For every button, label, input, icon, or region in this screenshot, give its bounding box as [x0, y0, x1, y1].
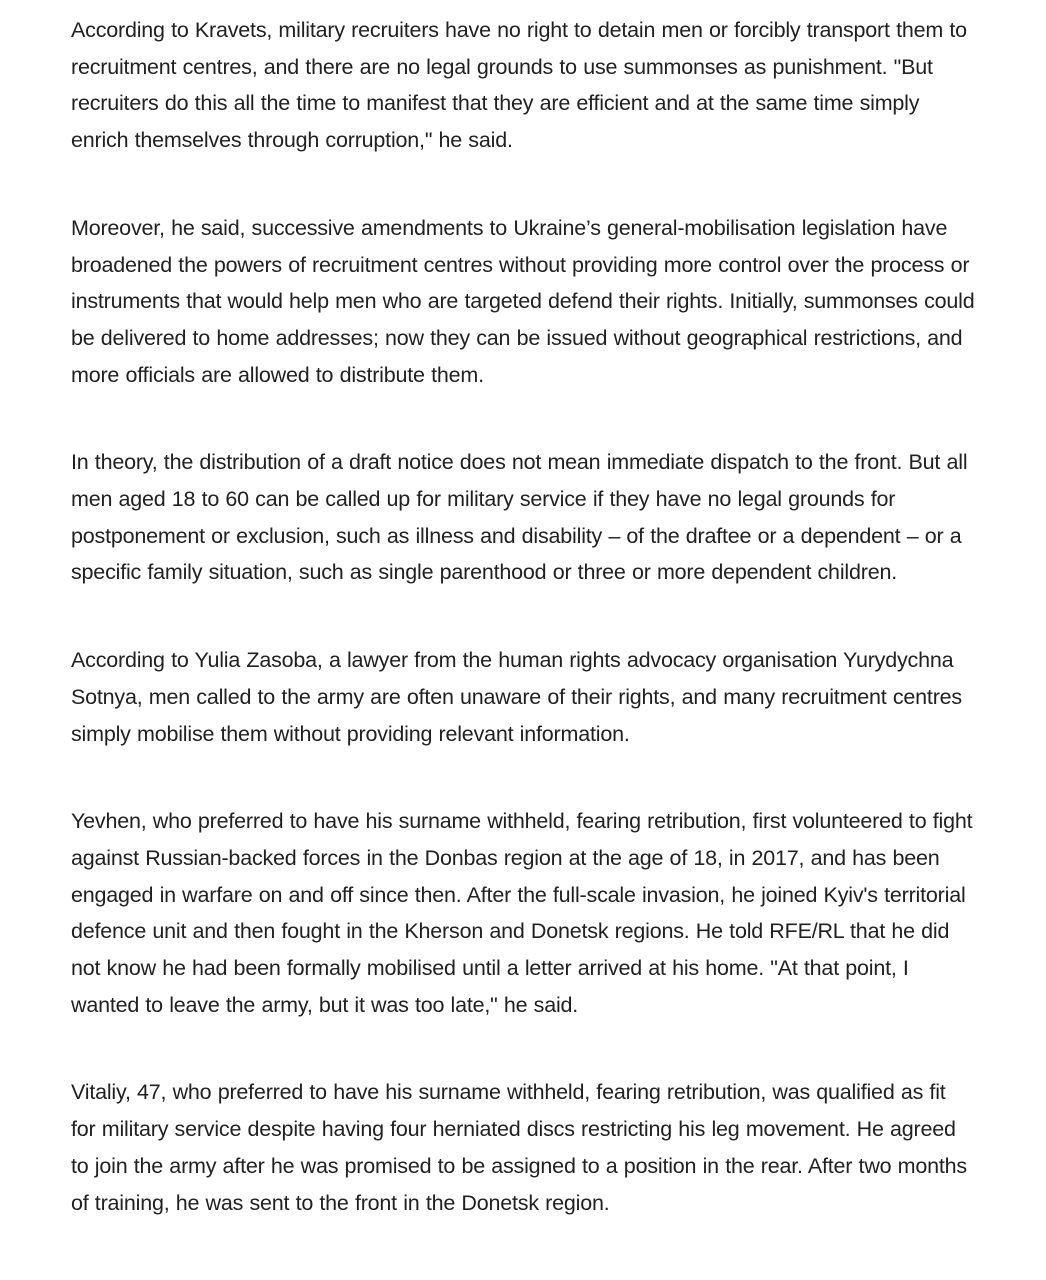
article-paragraph: Yevhen, who preferred to have his surname withheld, fearing retribution, first volunteered to fight against Russian-backed forces in the Donbas region at the age of 18, in 2017, and has been engaged in warfare on and off since then. After the full-scale invasion, he joined Kyiv's territorial defence unit and then fought in the Kherson and Donetsk regions. He told RFE/RL that he did not know he had been formally mobilised until a letter arrived at his home. "At that point, I wanted to leave the army, but it was too late," he said. [71, 809, 973, 1017]
article-paragraph: In theory, the distribution of a draft notice does not mean immediate dispatch to the front. But all men aged 18 to 60 can be called up for military service if they have no legal grounds for postponement or exclusion, such as illness and disability – of the draftee or a dependent – or a specific family situation, such as single parenthood or three or more dependent children. [71, 450, 968, 585]
article-paragraph: Moreover, he said, successive amendments to Ukraine’s general-mobilisation legislation have broadened the powers of recruitment centres without providing more control over the process or instruments that would help men who are targeted defend their rights. Initially, summonses could be delivered to home addresses; now they can be issued without geographical restrictions, and more officials are allowed to distribute them. [71, 215, 975, 387]
article-paragraph: Vitaliy, 47, who preferred to have his surname withheld, fearing retribution, was qualified as fit for military service despite having four herniated discs restricting his leg movement. He agreed to join the army after he was promised to be assigned to a position in the rear. After two months of training, he was sent to the front in the Donetsk region. [71, 1080, 967, 1215]
article-paragraph: According to Kravets, military recruiters have no right to detain men or forcibly transport them to recruitment centres, and there are no legal grounds to use summonses as punishment. "But recruiters do this all the time to manifest that they are efficient and at the same time simply enrich themselves through corruption," he said. [71, 18, 967, 153]
article-paragraph: According to Yulia Zasoba, a lawyer from the human rights advocacy organisation Yurydychna Sotnya, men called to the army are often unaware of their rights, and many recruitment centres simply mobilise them without providing relevant information. [71, 648, 962, 746]
